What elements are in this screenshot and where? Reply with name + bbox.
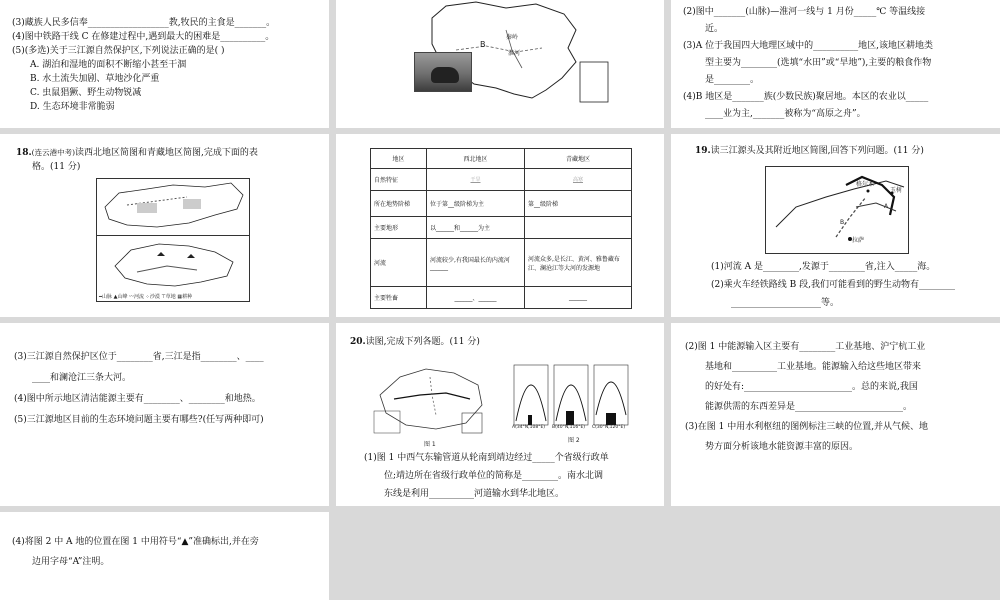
panel-q20-final — [0, 512, 329, 600]
panel-q20-continued — [671, 323, 1000, 506]
answer-text: 高寒 — [572, 177, 583, 183]
northwest-map — [97, 179, 249, 235]
map-label-b: B — [480, 40, 486, 49]
panel-q19 — [671, 134, 1000, 317]
row-cell: 河流众多,是长江、黄河、雅鲁藏布江、澜沧江等大河的发源地 — [525, 239, 632, 287]
chart-caption-a: A(34°N,108°E) — [512, 425, 546, 430]
p10-text — [12, 532, 259, 572]
line: (4)B 地区是_______族(少数民族)聚居地。本区的农业以_____ — [683, 92, 929, 102]
label-yushu: 玉树 — [890, 187, 903, 194]
line: 基地和__________工业基地。能源输入给这些地区带来 — [705, 362, 922, 372]
line: 近。 — [705, 24, 724, 34]
option-b: B. 水土流失加剧、草地沙化严重 — [30, 74, 160, 84]
table-row — [371, 287, 632, 309]
q18-source: (连云港中考) — [31, 148, 76, 157]
line: ____业为主,_______被称为“高原之舟”。 — [705, 109, 866, 119]
label-golmud: 格尔木 — [856, 181, 875, 188]
label-lhasa: 拉萨 — [852, 237, 865, 244]
figure-1-map — [370, 355, 490, 439]
chart-caption-b: B(40°N,116°E) — [552, 425, 586, 430]
map-legend: ━山脉 ▲山峰 〰河流 ⁘沙漠 ⊤草地 ▦耕种 — [99, 294, 193, 300]
figure-1-caption: 图 1 — [424, 441, 436, 448]
row-cell: 以______和______为主 — [427, 217, 525, 239]
yak-shape — [431, 67, 459, 83]
table-row — [371, 217, 632, 239]
line: (3)藏族人民多信奉__________________教,牧民的主食是_______。 — [12, 18, 276, 28]
line: 能源供需的东西差异是________________________。 — [705, 402, 913, 412]
line: (2)图 1 中能源输入区主要有________工业基地、沪宁杭工业 — [685, 342, 926, 352]
table-row — [371, 169, 632, 191]
q18-line-1: 读西北地区简图和青藏地区简图,完成下面的表 — [75, 148, 258, 158]
row-cell — [427, 169, 525, 191]
p1-text — [12, 16, 275, 114]
climate-chart-a — [514, 365, 548, 425]
option-a: A. 湖泊和湿地的面积不断缩小甚至干涸 — [30, 60, 187, 70]
option-d: D. 生态环境非常脆弱 — [30, 102, 115, 112]
table-header-row — [371, 149, 632, 169]
china-map — [336, 0, 664, 128]
row-label: 所在地势阶梯 — [371, 191, 427, 217]
panel-q18 — [0, 134, 329, 317]
row-label: 自然特征 — [371, 169, 427, 191]
line: (2)图中_______(山脉)—淮河一线与 1 月份_____℃ 等温线接 — [683, 7, 926, 17]
map-label-huaihe: 淮河 — [508, 50, 521, 57]
p9-text — [685, 337, 928, 457]
line: (1)河流 A 是________,发源于________省,注入_____海。 — [711, 262, 936, 272]
table-header-cell: 西北地区 — [427, 149, 525, 169]
tibet-map — [97, 236, 249, 294]
q18-number: 18. — [16, 148, 32, 158]
sanjiangyuan-map — [765, 166, 909, 254]
row-label: 河流 — [371, 239, 427, 287]
table-header-cell: 地区 — [371, 149, 427, 169]
line: (3)在图 1 中用水利枢纽的图例标注三峡的位置,并从气候、地 — [685, 422, 929, 432]
row-label: 主要地形 — [371, 217, 427, 239]
table-row — [371, 191, 632, 217]
panel-map-china — [336, 0, 664, 128]
q19-text — [711, 258, 955, 312]
line: (1)图 1 中西气东输管道从轮南到靖边经过_____个省级行政单 — [364, 453, 609, 463]
p3-text — [683, 4, 933, 123]
panel-q-continued-1 — [0, 0, 329, 128]
row-cell — [525, 217, 632, 239]
row-cell: 河流较少,有我国最长的内流河______ — [427, 239, 525, 287]
line: 的好处有:________________________。总的来说,我国 — [705, 382, 918, 392]
line: (3)A 位于我国四大地理区域中的__________地区,该地区耕地类 — [683, 41, 933, 51]
line: (3)三江源自然保护区位于________省,三江是指________、____ — [14, 352, 264, 362]
q18-line-2: 格。(11 分) — [32, 162, 81, 172]
label-a: A — [884, 203, 889, 210]
option-c: C. 虫鼠猖獗、野生动物锐减 — [30, 88, 142, 98]
climate-chart-b — [554, 365, 588, 425]
line: (2)乘火车经铁路线 B 段,我们可能看到的野生动物有________ — [711, 280, 955, 290]
northwest-tibet-maps — [96, 178, 250, 302]
row-label: 主要牲畜 — [371, 287, 427, 309]
q20-number: 20. — [350, 337, 366, 347]
panel-q-continued-3 — [671, 0, 1000, 128]
p7-text — [14, 347, 264, 431]
sanjiangyuan-svg — [766, 167, 908, 253]
figure-2-caption: 图 2 — [568, 437, 580, 444]
line: (5)三江源地区目前的生态环境问题主要有哪些?(任写两种即可) — [14, 415, 264, 425]
yak-photo — [414, 52, 472, 92]
table-header-cell: 青藏地区 — [525, 149, 632, 169]
row-cell: 位于第__级阶梯为主 — [427, 191, 525, 217]
q20-text — [364, 449, 609, 503]
line: 势方面分析该地水能资源丰富的原因。 — [705, 442, 859, 452]
line: (4)图中所示地区清洁能源主要有________、________和地热。 — [14, 394, 261, 404]
q19-title: 读三江源头及其附近地区简图,回答下列问题。(11 分) — [710, 146, 924, 156]
panel-table — [336, 134, 664, 317]
row-cell: ______ — [525, 287, 632, 309]
q20-title: 读图,完成下列各题。(11 分) — [365, 337, 480, 347]
row-cell — [525, 169, 632, 191]
q20-header — [350, 335, 480, 349]
line: (4)将图 2 中 A 地的位置在图 1 中用符号“▲”准确标出,并在旁 — [12, 537, 259, 547]
row-cell: ______、______ — [427, 287, 525, 309]
chart-caption-c: C(30°N,120°E) — [592, 425, 626, 430]
map-label-qinling: 秦岭 — [506, 34, 519, 41]
q19-header — [695, 144, 924, 158]
line: (5)(多选)关于三江源自然保护区,下列说法正确的是( ) — [12, 46, 225, 56]
table-row — [371, 239, 632, 287]
q19-number: 19. — [695, 146, 711, 156]
row-cell: 第__级阶梯 — [525, 191, 632, 217]
line: (4)图中铁路干线 C 在修建过程中,遇到最大的困难是__________。 — [12, 32, 275, 42]
label-b: B — [840, 219, 845, 226]
region-comparison-table — [370, 148, 632, 309]
climate-chart-c — [594, 365, 628, 425]
line: 东线是利用__________河道输水到华北地区。 — [384, 489, 565, 499]
panel-q19-continued — [0, 323, 329, 506]
answer-text: 干旱 — [470, 177, 481, 183]
line: 型主要为________(选填“水田”或“旱地”),主要的粮食作物 — [705, 58, 932, 68]
line: ____________________等。 — [731, 298, 840, 308]
line: 是________。 — [705, 75, 760, 85]
panel-q20 — [336, 323, 664, 506]
line: 位;靖边所在省级行政单位的简称是________。南水北调 — [384, 471, 604, 481]
line: ____和澜沧江三条大河。 — [32, 373, 132, 383]
q18-header — [16, 146, 258, 174]
line: 边用字母“A”注明。 — [32, 557, 110, 567]
